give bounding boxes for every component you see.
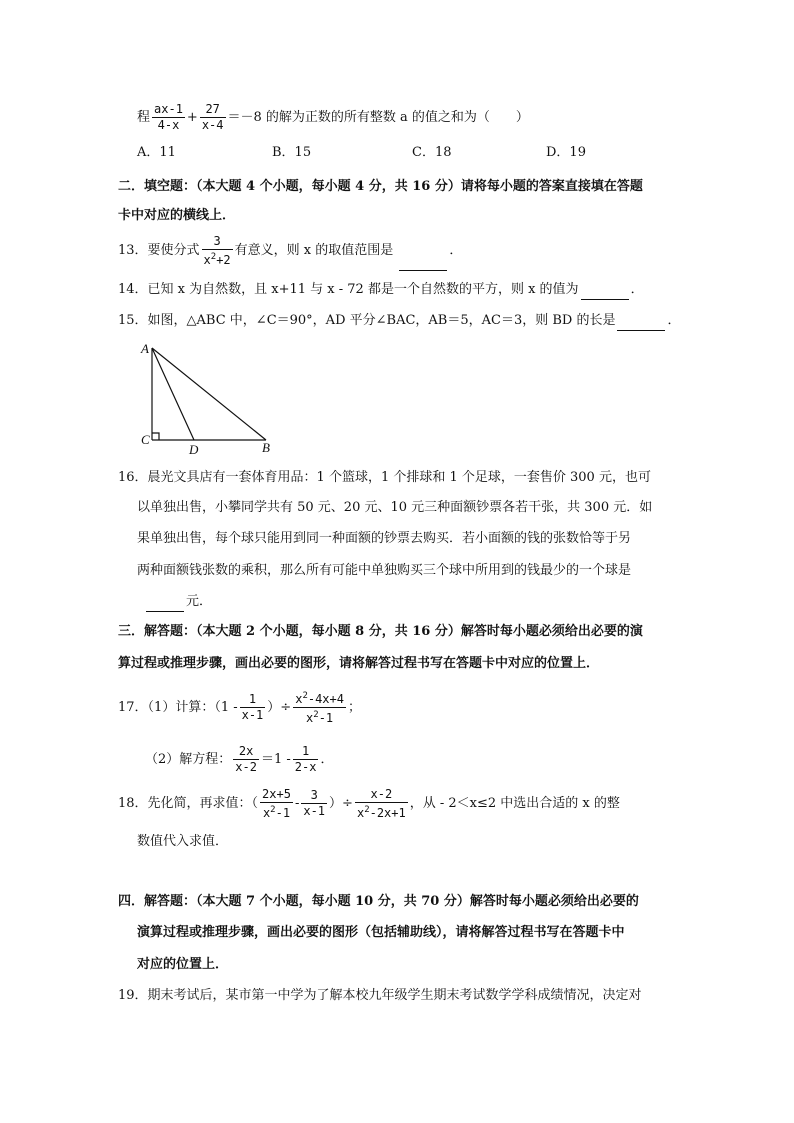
q12-fraction-2 [200,102,226,133]
q17-p1-f2-den [293,708,346,726]
q17-p1-end: ； [347,700,361,715]
q12-equation-line [137,101,529,135]
q15-text: 15．如图，△ABC 中，∠C＝90°，AD 平分∠BAC，AB＝5，AC＝3，则 BD 的长是 [118,313,616,328]
q13-den [202,250,233,268]
q12-f2-num: 27 [200,102,226,118]
q17-p1-f2-num-exp: 2 [302,691,308,701]
q12-f1-den: 4-x [157,118,180,132]
q18-f1-num: 2x+5 [262,786,291,801]
q18-f2-den: x-1 [303,804,326,818]
q16-answer-blank[interactable] [146,597,184,612]
q16-line-4: 两种面额钱张数的乘积，那么所有可能中单独购买三个球中所用到的钱最少的一个球是 [137,563,632,578]
section3-heading-line2: 算过程或推理步骤，画出必要的图形，请将解答过程书写在答题卡中对应的位置上． [118,656,600,671]
q12-option-a[interactable]: A．11 [137,145,176,160]
section2-heading-line1: 二．填空题：（本大题 4 个小题，每小题 4 分，共 16 分）请将每小题的答案直接填在答题 [118,179,643,194]
section4-heading-line1: 四．解答题：（本大题 7 个小题，每小题 10 分，共 70 分）解答时每小题必须给出必要的 [118,894,639,909]
q15-end: ． [667,313,681,328]
section4-heading-line3: 对应的位置上． [137,957,229,972]
q13-answer-blank[interactable] [399,256,447,271]
q18-suffix: ，从 - 2＜x≤2 中选出合适的 x 的整 [409,796,620,811]
q19-line: 19．期末考试后，某市第一中学为了解本校九年级学生期末考试数学学科成绩情况，决定对 [118,988,642,1003]
q18-f3-den-exp: 2 [364,804,370,815]
section2-heading-line2: 卡中对应的横线上． [118,208,236,223]
q17-part1-line [118,688,361,728]
q13-den-base: x [203,252,211,267]
q17-p1-f2-den-exp: 2 [313,710,319,720]
q13-line [118,231,462,271]
q13-fraction [202,234,233,268]
q18-f1-den-exp: 2 [270,804,276,815]
q14-text: 14．已知 x 为自然数，且 x+11 与 x - 72 都是一个自然数的平方，则 x 的值为 [118,282,579,297]
q17-p1-f2-den-base: x [306,711,314,725]
q17-p1-prefix: 17．（1）计算：（1 - [118,700,238,715]
q17-p2-f2-den: 2-x [294,760,317,774]
q18-f2-num: 3 [301,788,327,804]
q13-suffix: 有意义，则 x 的取值范围是 [234,243,394,258]
q17-p2-mid: ＝1 - [260,752,291,767]
section4-heading-line2: 演算过程或推理步骤，画出必要的图形（包括辅助线），请将解答过程书写在答题卡中 [137,925,625,940]
q17-p2-fraction-1 [233,744,259,775]
q12-option-d[interactable]: D．19 [546,145,586,160]
section3-heading-line1: 三．解答题：（本大题 2 个小题，每小题 8 分，共 16 分）解答时每小题必须给出必要的演 [118,624,643,639]
q18-line-2: 数值代入求值． [137,834,229,849]
q13-den-tail: +2 [216,252,231,267]
q15-line [118,311,680,331]
label-c: C [141,432,150,447]
q12-option-c[interactable]: C．18 [412,145,452,160]
q12-options [0,143,794,163]
q17-p2-f1-den: x-2 [235,760,257,774]
q13-prefix: 13．要使分式 [118,243,200,258]
q17-p2-f2-num: 1 [293,744,319,760]
q12-f2-den: x-4 [201,118,224,132]
q16-line-2: 以单独出售，小攀同学共有 50 元、20 元、10 元三种面额钞票各若干张，共 300 元．如 [137,500,653,515]
q17-p1-f1-num: 1 [240,692,266,708]
q13-den-exp: 2 [210,251,217,262]
q17-p1-f2-den-tail: -1 [318,711,334,725]
q16-last: 元． [186,594,213,609]
label-b: B [262,440,270,455]
q14-answer-blank[interactable] [581,285,629,300]
q17-p2-end: ． [320,752,334,767]
q18-f3-num: x-2 [355,787,408,803]
label-d: D [189,442,199,457]
q17-p1-f2-num-tail: -4x+4 [307,692,344,706]
q12-plus: + [186,110,198,125]
q16-line-3: 果单独出售，每个球只能用到同一种面额的钞票去购买．若小面额的钱的张数恰等于另 [137,531,632,546]
q18-f3-den-tail: -2x+1 [369,805,406,820]
q12-option-b[interactable]: B．15 [272,145,312,160]
q17-p1-fraction-1 [240,692,266,723]
label-a: A [141,341,149,356]
q18-prefix: 18．先化简，再求值：（ [118,796,259,811]
q17-p2-fraction-2 [293,744,319,775]
q18-f3-den-base: x [356,805,365,820]
triangle-figure [138,338,288,458]
q18-fraction-2 [301,788,327,819]
q18-fraction-3 [355,787,408,821]
q16-line-5 [144,592,212,612]
q18-f1-den-base: x [262,805,271,820]
q12-prefix: 程 [137,110,151,125]
q18-f3-den [355,803,408,821]
q17-p1-f2-num-base: x [295,692,303,706]
bisector-ad [152,348,194,440]
q14-line [118,280,644,300]
q12-fraction-1 [152,102,185,133]
q17-p1-f2-num [293,689,346,708]
right-angle-mark [152,433,159,440]
q13-num: 3 [202,234,233,250]
q14-end: ． [630,282,644,297]
q18-line-1 [118,784,620,824]
q12-f1-num: ax-1 [154,102,183,116]
q17-part2-line [145,740,333,780]
q16-line-1: 16．晨光文具店有一套体育用品：1 个篮球，1 个排球和 1 个足球，一套售价 300 元，也可 [118,470,651,485]
q18-f1-den [260,803,293,821]
q18-mid: ）÷ [329,796,353,811]
q17-p1-fraction-2 [293,689,346,726]
q13-end: ． [449,243,463,258]
q17-p1-f1-den: x-1 [241,708,264,722]
q17-p2-prefix: （2）解方程： [145,752,232,767]
q17-p1-mid: ）÷ [267,700,292,715]
q18-fraction-1 [260,787,293,821]
q18-minus: - [294,796,300,811]
q17-p2-f1-num: 2x [233,744,259,760]
side-ab [152,348,266,440]
q15-answer-blank[interactable] [617,316,665,331]
q12-suffix: ＝－8 的解为正数的所有整数 a 的值之和为（ ） [227,110,529,125]
q18-f1-den-tail: -1 [275,805,291,820]
